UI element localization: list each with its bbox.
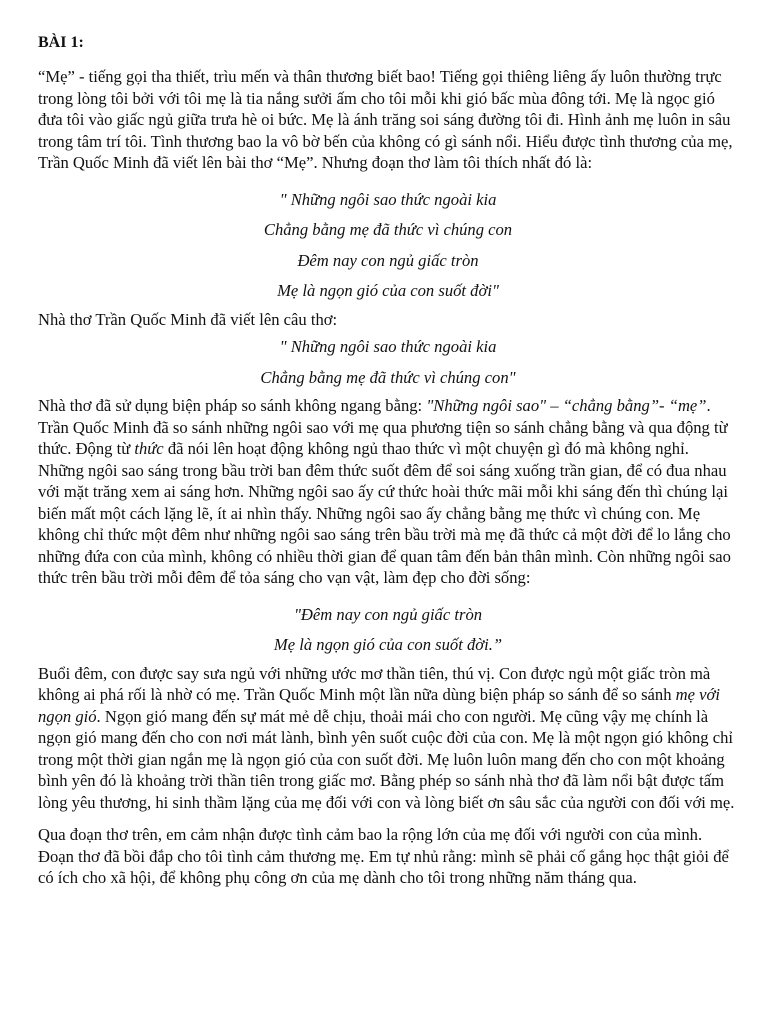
- analysis-1-verb: thức: [134, 439, 164, 458]
- document-title: BÀI 1:: [38, 34, 84, 51]
- lead-paragraph: Nhà thơ Trần Quốc Minh đã viết lên câu thơ:: [38, 309, 338, 329]
- poem-line: "Đêm nay con ngủ giấc tròn: [293, 604, 483, 624]
- poem-part-1: [38, 332, 738, 393]
- intro-paragraph: “Mẹ” - tiếng gọi tha thiết, trìu mến và thân thương biết bao! Tiếng gọi thiêng liêng ấy luôn thường trực trong lòng tôi bởi với tôi mẹ là tia nắng sưởi ấm cho tôi mỗi khi gió bấc mùa đông tới. Mẹ là ngọc gió đưa tôi vào giấc ngủ giữa trưa hè oi bức. Mẹ là ánh trăng soi sáng đường tôi đi. Hình ảnh mẹ luôn in sâu trong tâm trí tôi. Tình thương bao la vô bờ bến của không có gì sánh nổi. Hiểu được tình thương của mẹ, Trần Quốc Minh đã viết lên bài thơ “Mẹ”. Nhưng đoạn thơ làm tôi thích nhất đó là:: [38, 67, 733, 172]
- analysis-1-post: đã nói lên hoạt động không ngủ thao thức vì một chuyện gì đó mà không nghỉ. Những ngôi sao sáng trong bầu trời ban đêm thức suốt đêm để soi sáng xuống trần gian, để có đua nhau với mặt trăng xem ai sáng hơn. Những ngôi sao ấy cứ thức hoài thức mãi mỗi khi sáng đến thì chúng lại biến mất một cách lặng lẽ, ít ai nhìn thấy. Những ngôi sao ấy chẳng bằng mẹ thức vì chúng con. Mẹ không chỉ thức một đêm như những ngôi sao sáng trên bầu trời mà mẹ đã thức cả một đời để lo lắng cho những đứa con của mình, không có nhiều thời gian để quan tâm đến bản thân mình. Còn những ngôi sao thức trên bầu trời mỗi đêm để tỏa sáng cho vạn vật, làm đẹp cho đời sống:: [38, 439, 731, 587]
- poem-line: Chẳng bằng mẹ đã thức vì chúng con": [260, 367, 516, 387]
- analysis-2-pre: Buổi đêm, con được say sưa ngủ với những ước mơ thần tiên, thú vị. Con được ngủ một giấc tròn mà không ai phá rối là nhờ có mẹ. Trần Quốc Minh một lần nữa dùng biện pháp so sánh để so sánh: [38, 663, 711, 704]
- analysis-paragraph-1: [38, 395, 738, 589]
- analysis-paragraph-2: [38, 663, 738, 814]
- poem-line: Mẹ là ngọn gió của con suốt đời.”: [273, 635, 503, 654]
- analysis-1-mid: . Trần Quốc Minh đã so sánh những ngôi sao với mẹ qua phương tiện so sánh chẳng bằng và qua động từ thức. Động từ: [38, 396, 728, 458]
- poem-line: " Những ngôi sao thức ngoài kia: [279, 189, 497, 209]
- analysis-1-quote: "Những ngôi sao" – “chẳng bằng”- “mẹ”: [426, 396, 707, 415]
- conclusion-paragraph: Qua đoạn thơ trên, em cảm nhận được tình cảm bao la rộng lớn của mẹ đối với người con của mình. Đoạn thơ đã bồi đắp cho tôi tình cảm thương mẹ. Em tự nhủ rằng: mình sẽ phải cố gắng học thật giỏi để có ích cho xã hội, để không phụ công ơn của mẹ dành cho tôi trong những năm tháng qua.: [38, 825, 729, 887]
- poem-line: " Những ngôi sao thức ngoài kia: [279, 337, 497, 356]
- poem-part-2: [38, 600, 738, 661]
- poem-line: Chẳng bằng mẹ đã thức vì chúng con: [263, 220, 513, 239]
- poem-line: Đêm nay con ngủ giấc tròn: [297, 250, 479, 270]
- analysis-1-pre: Nhà thơ đã sử dụng biện pháp so sánh không ngang bằng:: [38, 396, 427, 415]
- analysis-2-post: . Ngọn gió mang đến sự mát mẻ dễ chịu, thoải mái cho con người. Mẹ cũng vậy mẹ chính là ngọn gió mang đến cho con nơi mát lành, bình yên suốt cuộc đời của con. Mẹ là một ngọn gió không chỉ trong một thời gian ngắn mẹ là ngọn gió của con suốt đời. Mẹ luôn luôn mang đến cho con một khoảng bình yên đó là khoảng trời thần tiên trong giấc mơ. Bằng phép so sánh nhà thơ đã làm nổi bật được tấm lòng yêu thương, hi sinh thầm lặng của mẹ đối với con và lòng biết ơn sâu sắc của người con đối với mẹ.: [38, 706, 735, 812]
- analysis-2-quote: mẹ với ngọn gió: [38, 685, 720, 726]
- poem-line: Mẹ là ngọn gió của con suốt đời": [277, 281, 499, 300]
- poem-full: [38, 185, 738, 307]
